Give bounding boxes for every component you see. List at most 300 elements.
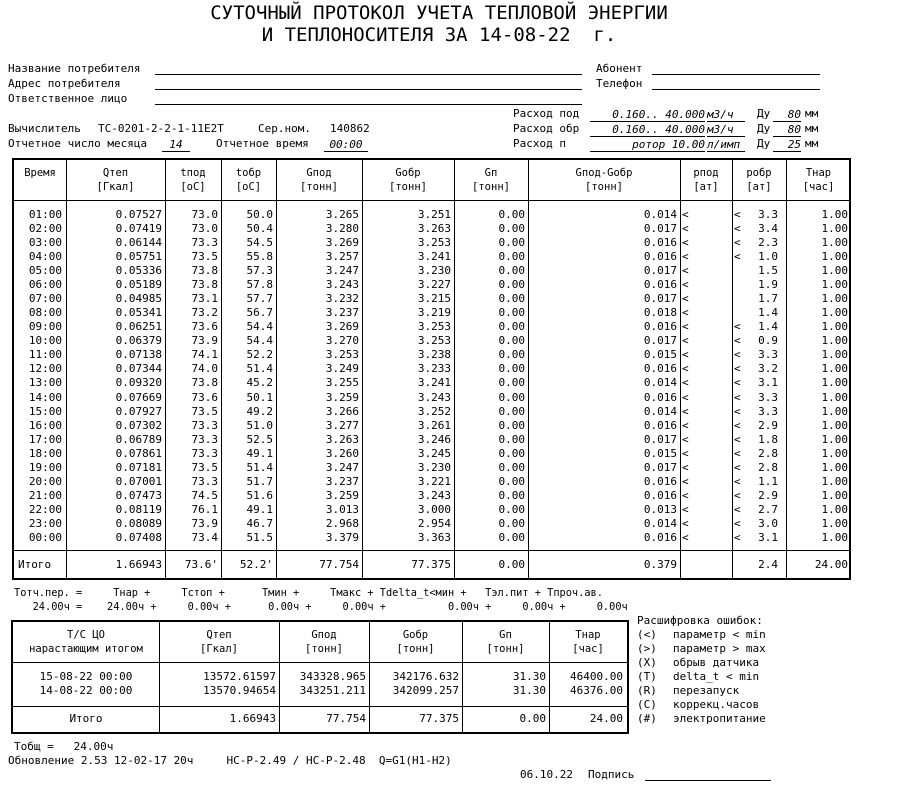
table-cell: 1.00 xyxy=(821,460,848,474)
table-cell: 51.4 xyxy=(246,460,273,474)
table-cell: 0.00 xyxy=(498,334,525,348)
table-cell: 0.00 xyxy=(498,362,525,376)
table-cell: 343251.211 xyxy=(299,684,366,697)
table-cell: 0.08089 xyxy=(115,516,162,530)
table-cell: 0.015 xyxy=(643,446,677,460)
row-time: 04:00 xyxy=(28,250,62,264)
row-time: 23:00 xyxy=(28,516,62,530)
total-cell: 0.00 xyxy=(498,558,525,571)
table-cell: < xyxy=(734,348,741,362)
table-cell: 73.9 xyxy=(191,334,218,348)
consumer-address-label: Адрес потребителя xyxy=(8,77,121,90)
table-cell: 1.4 xyxy=(758,320,778,334)
flow-du-unit: мм xyxy=(805,122,819,135)
table-cell: 51.4 xyxy=(246,362,273,376)
row-time: 21:00 xyxy=(28,488,62,502)
table-cell: 0.00 xyxy=(498,432,525,446)
table-cell: 13570.94654 xyxy=(203,684,276,697)
table-cell: < xyxy=(734,208,741,221)
flow-label: Расход под xyxy=(513,107,580,120)
table-cell: 3.3 xyxy=(758,404,778,418)
table-cell: < xyxy=(734,236,741,250)
table-cell: < xyxy=(734,334,741,348)
table-cell: 0.00 xyxy=(498,376,525,390)
total-cell: 77.754 xyxy=(326,712,366,725)
table-cell: 1.00 xyxy=(821,320,848,334)
row-time: 16:00 xyxy=(28,418,62,432)
table-cell: 1.00 xyxy=(821,432,848,446)
column-header-unit: [час] xyxy=(802,181,835,193)
table-cell: < xyxy=(682,222,689,236)
table-cell: < xyxy=(682,404,689,418)
row-time: 01:00 xyxy=(28,208,62,221)
table-cell: 73.9 xyxy=(191,516,218,530)
phone-label: Телефон xyxy=(596,77,643,90)
total-cell: 0.379 xyxy=(643,558,677,571)
table-cell: 3.257 xyxy=(325,250,359,264)
table-cell: 3.2 xyxy=(758,362,778,376)
table-cell: < xyxy=(682,390,689,404)
report-title-line2: И ТЕПЛОНОСИТЕЛЯ ЗА 14-08-22 г. xyxy=(261,24,617,46)
table-cell: 49.2 xyxy=(246,404,273,418)
table-cell: 0.013 xyxy=(643,502,677,516)
table-cell: 73.6 xyxy=(191,390,218,404)
row-datetime: 14-08-22 00:00 xyxy=(39,684,133,697)
table-cell: < xyxy=(734,516,741,530)
table-cell: < xyxy=(734,502,741,516)
table-cell: < xyxy=(682,418,689,432)
column-header: Gпод xyxy=(311,629,337,641)
table-cell: < xyxy=(682,208,689,221)
table-cell: 73.5 xyxy=(191,250,218,264)
flow-du-label: Ду xyxy=(757,107,771,120)
table-header-divider xyxy=(14,200,849,201)
row-time: 02:00 xyxy=(28,222,62,236)
table-cell: 1.7 xyxy=(758,292,778,306)
table-cell: 31.30 xyxy=(512,670,546,683)
total-time: Тобщ = 24.00ч xyxy=(14,740,114,753)
table-cell: 3.241 xyxy=(417,376,451,390)
error-code: (X) xyxy=(637,656,657,669)
column-header: Tнар xyxy=(805,167,832,179)
row-time: 14:00 xyxy=(28,390,62,404)
table-cell: 51.7 xyxy=(246,474,273,488)
table-cell: < xyxy=(734,460,741,474)
table-header-divider xyxy=(13,662,627,663)
column-header: Gпод xyxy=(306,167,332,179)
table-cell: 73.3 xyxy=(191,446,218,460)
table-cell: 3.232 xyxy=(325,292,359,306)
table-cell: 3.252 xyxy=(417,404,451,418)
table-cell: 2.8 xyxy=(758,446,778,460)
report-day-label: Отчетное число месяца xyxy=(8,137,148,150)
table-cell: 0.00 xyxy=(498,222,525,236)
table-cell: 3.237 xyxy=(325,306,359,320)
table-cell: < xyxy=(734,362,741,376)
table-cell: 3.3 xyxy=(758,348,778,362)
table-cell: 0.00 xyxy=(498,236,525,250)
table-cell: 0.00 xyxy=(498,516,525,530)
total-cell: 77.754 xyxy=(319,558,359,571)
row-time: 08:00 xyxy=(28,306,62,320)
table-cell: 73.3 xyxy=(191,474,218,488)
table-cell: 1.00 xyxy=(821,334,848,348)
column-header: tобр xyxy=(235,167,262,179)
signature-label: Подпись xyxy=(588,768,635,781)
table-cell: 0.014 xyxy=(643,404,677,418)
table-cell: 0.07181 xyxy=(115,460,162,474)
update-info: Обновление 2.53 12-02-17 20ч НС-Р-2.49 / НС-Р-2.48 Q=G1(H1-H2) xyxy=(8,754,452,767)
table-cell: 1.00 xyxy=(821,250,848,264)
row-time: 05:00 xyxy=(28,264,62,278)
table-cell: 3.215 xyxy=(417,292,451,306)
table-cell: < xyxy=(734,474,741,488)
table-cell: 3.000 xyxy=(417,502,451,516)
table-cell: 0.015 xyxy=(643,348,677,362)
table-cell: 0.00 xyxy=(498,460,525,474)
table-cell: 3.249 xyxy=(325,362,359,376)
subscriber-label: Абонент xyxy=(596,62,643,75)
table-cell: < xyxy=(682,278,689,292)
column-header: Tнар xyxy=(575,629,601,641)
error-code: (R) xyxy=(637,684,657,697)
table-cell: 52.2 xyxy=(246,348,273,362)
row-time: 18:00 xyxy=(28,446,62,460)
table-cell: < xyxy=(682,292,689,306)
table-cell: 0.07669 xyxy=(115,390,162,404)
total-cell: 1.66943 xyxy=(229,712,276,725)
error-text: коррекц.часов xyxy=(673,698,760,711)
report-day-value: 14 xyxy=(162,138,190,152)
table-cell: 49.1 xyxy=(246,446,273,460)
table-cell: 3.230 xyxy=(417,460,451,474)
row-time: 11:00 xyxy=(28,348,62,362)
table-cell: 73.2 xyxy=(191,306,218,320)
table-cell: 1.00 xyxy=(821,404,848,418)
table-total-divider xyxy=(14,550,849,551)
table-cell: 0.016 xyxy=(643,250,677,264)
table-cell: 0.016 xyxy=(643,474,677,488)
table-cell: 2.9 xyxy=(758,488,778,502)
flow-range: 0.160.. 40.000 xyxy=(590,123,705,137)
table-cell: 0.06789 xyxy=(115,432,162,446)
column-header-unit: [оС] xyxy=(235,181,262,193)
row-time: 09:00 xyxy=(28,320,62,334)
table-cell: 343328.965 xyxy=(299,670,366,683)
table-cell: < xyxy=(734,376,741,390)
table-cell: 1.00 xyxy=(821,530,848,544)
column-header: pобр xyxy=(746,167,772,179)
table-cell: 3.3 xyxy=(758,390,778,404)
table-cell: 0.00 xyxy=(498,348,525,362)
table-cell: 0.016 xyxy=(643,488,677,502)
table-cell: 0.016 xyxy=(643,530,677,544)
row-time: 22:00 xyxy=(28,502,62,516)
table-cell: < xyxy=(682,446,689,460)
row-time: 20:00 xyxy=(28,474,62,488)
table-cell: 2.7 xyxy=(758,502,778,516)
table-cell: < xyxy=(682,502,689,516)
column-header-unit: [ат] xyxy=(693,181,719,193)
column-header: Gобр xyxy=(402,629,429,641)
table-cell: 0.08119 xyxy=(115,502,162,516)
table-cell: 73.3 xyxy=(191,236,218,250)
table-cell: 0.014 xyxy=(643,516,677,530)
flow-du-unit: мм xyxy=(805,107,819,120)
total-cell: 2.4 xyxy=(758,558,778,571)
table-cell: 54.4 xyxy=(246,320,273,334)
table-cell: 1.00 xyxy=(821,390,848,404)
table-cell: 1.00 xyxy=(821,348,848,362)
table-cell: 3.233 xyxy=(417,362,451,376)
table-cell: 0.00 xyxy=(498,418,525,432)
table-cell: 74.1 xyxy=(191,348,218,362)
table-cell: 76.1 xyxy=(191,502,218,516)
table-cell: 0.00 xyxy=(498,390,525,404)
table-total-divider xyxy=(13,706,627,707)
total-label: Итого xyxy=(69,712,103,725)
error-code: (#) xyxy=(637,712,657,725)
table-cell: 73.4 xyxy=(191,530,218,544)
table-cell: 1.1 xyxy=(758,474,778,488)
flow-du-label: Ду xyxy=(757,137,771,150)
flow-du-label: Ду xyxy=(757,122,771,135)
total-cell: 77.375 xyxy=(419,712,459,725)
row-time: 12:00 xyxy=(28,362,62,376)
table-cell: 3.269 xyxy=(325,320,359,334)
table-cell: 0.016 xyxy=(643,390,677,404)
table-cell: 3.265 xyxy=(325,208,359,221)
table-cell: 56.7 xyxy=(246,306,273,320)
table-cell: 0.017 xyxy=(643,264,677,278)
table-cell: 0.017 xyxy=(643,292,677,306)
table-cell: 0.00 xyxy=(498,502,525,516)
table-cell: 0.07861 xyxy=(115,446,162,460)
table-cell: 0.07419 xyxy=(115,222,162,236)
table-cell: 1.00 xyxy=(821,474,848,488)
table-cell: 3.259 xyxy=(325,488,359,502)
print-date: 06.10.22 xyxy=(520,768,573,781)
column-header: pпод xyxy=(693,167,719,179)
table-cell: 1.00 xyxy=(821,502,848,516)
table-cell: 73.3 xyxy=(191,432,218,446)
row-time: 06:00 xyxy=(28,278,62,292)
table-cell: 0.014 xyxy=(643,208,677,221)
table-cell: 0.00 xyxy=(498,320,525,334)
column-header: Qтеп xyxy=(102,167,129,179)
table-cell: < xyxy=(734,390,741,404)
column-header: Gп xyxy=(484,167,498,179)
column-header-unit: [Гкал] xyxy=(200,643,238,655)
total-cell: 52.2' xyxy=(239,558,273,571)
table-cell: 3.266 xyxy=(325,404,359,418)
flow-label: Расход п xyxy=(513,137,566,150)
table-cell: 0.00 xyxy=(498,278,525,292)
column-header: Gобр xyxy=(395,167,421,179)
table-cell: 0.016 xyxy=(643,320,677,334)
table-cell: 3.221 xyxy=(417,474,451,488)
table-cell: 50.0 xyxy=(246,208,273,221)
total-cell: 24.00 xyxy=(814,558,848,571)
column-header-unit: [тонн] xyxy=(585,181,623,193)
table-cell: 3.263 xyxy=(325,432,359,446)
table-cell: 3.280 xyxy=(325,222,359,236)
table-cell: 46376.00 xyxy=(570,684,623,697)
table-cell: < xyxy=(682,474,689,488)
column-header: Время xyxy=(24,167,56,179)
table-cell: 3.1 xyxy=(758,530,778,544)
table-cell: 2.968 xyxy=(325,516,359,530)
phone-line xyxy=(652,89,820,90)
table-cell: < xyxy=(682,376,689,390)
table-cell: 2.9 xyxy=(758,418,778,432)
table-cell: < xyxy=(682,516,689,530)
table-cell: 54.4 xyxy=(246,334,273,348)
table-column-divider xyxy=(732,160,733,578)
column-header-unit: [тонн] xyxy=(486,643,525,655)
table-cell: 45.2 xyxy=(246,376,273,390)
table-cell: < xyxy=(734,320,741,334)
table-cell: 3.277 xyxy=(325,418,359,432)
responsible-label: Ответственное лицо xyxy=(8,92,128,105)
flow-range: 0.160.. 40.000 xyxy=(590,108,705,122)
table-cell: 51.6 xyxy=(246,488,273,502)
flow-du-value: 80 xyxy=(773,123,801,137)
row-time: 15:00 xyxy=(28,404,62,418)
table-cell: 0.07138 xyxy=(115,348,162,362)
flow-unit: м3/ч xyxy=(707,108,745,122)
table-cell: 0.016 xyxy=(643,236,677,250)
table-cell: < xyxy=(682,236,689,250)
table-cell: 31.30 xyxy=(512,684,546,697)
table-cell: 1.4 xyxy=(758,306,778,320)
flow-range: ротор 10.00 xyxy=(590,138,705,152)
table-cell: 3.253 xyxy=(417,236,451,250)
error-code: (T) xyxy=(637,670,657,683)
column-header-unit: нарастающим итогом xyxy=(29,643,143,655)
error-code: (C) xyxy=(637,698,657,711)
table-cell: 0.014 xyxy=(643,376,677,390)
column-header-unit: [оС] xyxy=(180,181,206,193)
table-cell: 3.241 xyxy=(417,250,451,264)
table-cell: < xyxy=(682,264,689,278)
signature-line xyxy=(645,780,771,781)
table-cell: 73.8 xyxy=(191,264,218,278)
table-cell: 3.363 xyxy=(417,530,451,544)
table-cell: 1.0 xyxy=(758,250,778,264)
table-cell: 0.018 xyxy=(643,306,677,320)
table-cell: 55.8 xyxy=(246,250,273,264)
table-cell: < xyxy=(734,404,741,418)
report-time-label: Отчетное время xyxy=(216,137,309,150)
subscriber-line xyxy=(652,74,820,75)
table-cell: 0.04985 xyxy=(115,292,162,306)
row-time: 10:00 xyxy=(28,334,62,348)
table-cell: 3.1 xyxy=(758,376,778,390)
table-cell: 0.05751 xyxy=(115,250,162,264)
error-text: электропитание xyxy=(673,712,766,725)
table-cell: 1.00 xyxy=(821,376,848,390)
table-cell: 0.06251 xyxy=(115,320,162,334)
table-cell: 0.00 xyxy=(498,292,525,306)
error-text: обрыв датчика xyxy=(673,656,760,669)
table-cell: 1.9 xyxy=(758,278,778,292)
report-time-value: 00:00 xyxy=(324,138,368,152)
row-time: 03:00 xyxy=(28,236,62,250)
column-header: Gпод-Gобр xyxy=(575,167,633,179)
table-cell: 1.00 xyxy=(821,264,848,278)
table-cell: 3.238 xyxy=(417,348,451,362)
table-cell: 3.253 xyxy=(417,334,451,348)
table-cell: < xyxy=(682,306,689,320)
table-cell: 3.260 xyxy=(325,446,359,460)
row-time: 13:00 xyxy=(28,376,62,390)
table-cell: 0.07408 xyxy=(115,530,162,544)
column-header-unit: [ат] xyxy=(746,181,772,193)
row-time: 07:00 xyxy=(28,292,62,306)
table-cell: 3.243 xyxy=(417,488,451,502)
table-cell: 0.017 xyxy=(643,460,677,474)
table-cell: 1.00 xyxy=(821,236,848,250)
table-cell: 3.4 xyxy=(758,222,778,236)
table-cell: 3.253 xyxy=(325,348,359,362)
table-cell: 0.00 xyxy=(498,530,525,544)
table-cell: 51.5 xyxy=(246,530,273,544)
table-cell: 2.8 xyxy=(758,460,778,474)
table-column-divider xyxy=(680,160,681,578)
table-cell: < xyxy=(734,432,741,446)
error-text: параметр > max xyxy=(673,642,766,655)
flow-label: Расход обр xyxy=(513,122,580,135)
calculator-model: ТС-0201-2-2-1-11Е2Т xyxy=(98,122,224,135)
column-header-unit: [тонн] xyxy=(300,181,338,193)
table-cell: 57.7 xyxy=(246,292,273,306)
table-cell: 0.06144 xyxy=(115,236,162,250)
table-cell: 73.6 xyxy=(191,320,218,334)
table-cell: 0.9 xyxy=(758,334,778,348)
table-cell: 73.0 xyxy=(191,208,218,221)
table-cell: 73.8 xyxy=(191,278,218,292)
table-cell: 0.00 xyxy=(498,446,525,460)
table-cell: 51.0 xyxy=(246,418,273,432)
table-cell: < xyxy=(682,320,689,334)
table-cell: < xyxy=(682,488,689,502)
table-cell: 3.227 xyxy=(417,278,451,292)
table-cell: 3.237 xyxy=(325,474,359,488)
table-cell: 73.5 xyxy=(191,460,218,474)
table-cell: 0.00 xyxy=(498,474,525,488)
table-cell: 0.07473 xyxy=(115,488,162,502)
table-cell: 0.07344 xyxy=(115,362,162,376)
table-cell: < xyxy=(682,460,689,474)
table-cell: 3.013 xyxy=(325,502,359,516)
row-time: 19:00 xyxy=(28,460,62,474)
table-cell: 0.017 xyxy=(643,222,677,236)
table-cell: < xyxy=(734,418,741,432)
total-cell: 0.00 xyxy=(519,712,546,725)
row-datetime: 15-08-22 00:00 xyxy=(39,670,133,683)
table-cell: 2.954 xyxy=(417,516,451,530)
flow-du-value: 25 xyxy=(773,138,801,152)
total-cell: 1.66943 xyxy=(115,558,162,571)
table-cell: < xyxy=(682,530,689,544)
table-cell: 1.00 xyxy=(821,362,848,376)
table-cell: 1.00 xyxy=(821,222,848,236)
table-cell: < xyxy=(682,432,689,446)
row-time: 17:00 xyxy=(28,432,62,446)
table-cell: 3.263 xyxy=(417,222,451,236)
table-cell: 2.3 xyxy=(758,236,778,250)
